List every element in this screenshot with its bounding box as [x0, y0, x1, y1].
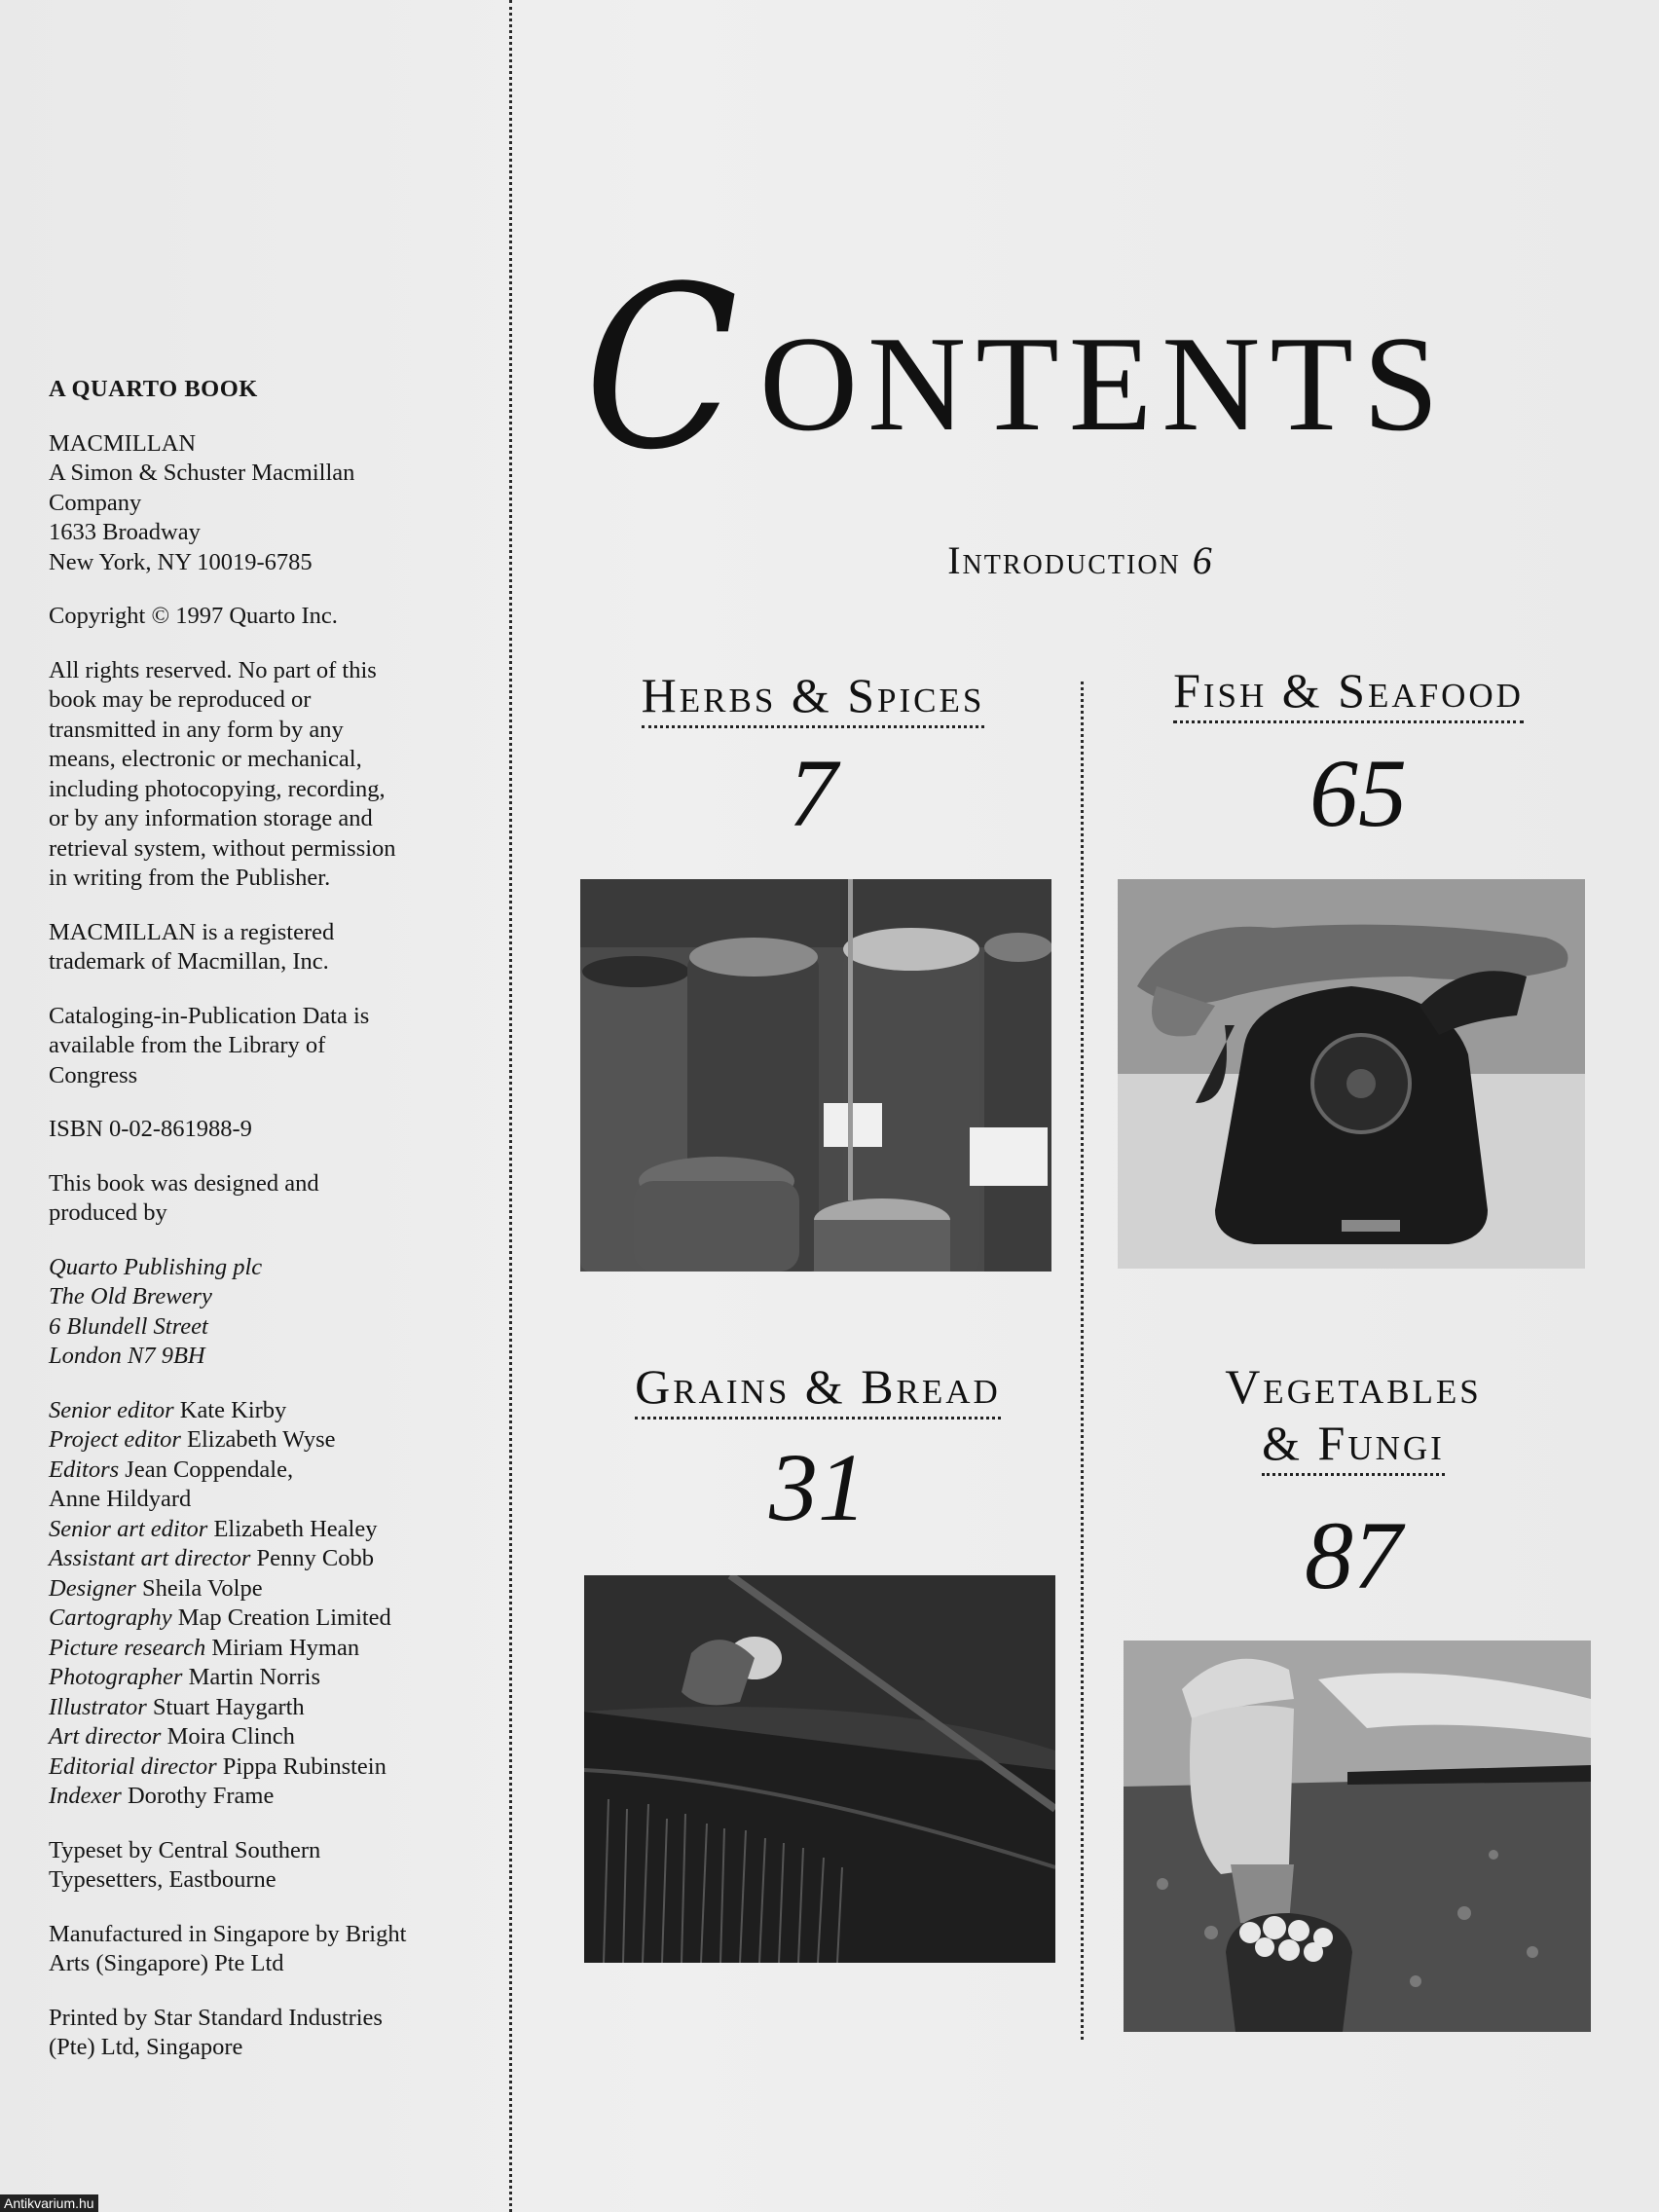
staff-entry: [49, 1604, 477, 1634]
publisher-line: MACMILLAN: [49, 429, 197, 457]
staff-name: Anne Hildyard: [49, 1486, 192, 1512]
typeset-line: Typeset by Central Southern: [49, 1836, 321, 1863]
address-line: The Old Brewery: [49, 1283, 212, 1309]
trademark-block: [49, 918, 477, 977]
contents-divider: [1081, 682, 1084, 2040]
staff-entry: [49, 1663, 477, 1693]
spice-sacks-photo: [580, 879, 1051, 1272]
section-vegetables-fungi-title[interactable]: [1110, 1358, 1597, 1476]
publisher-line: A Simon & Schuster Macmillan: [49, 460, 355, 486]
copyright-line: Copyright © 1997 Quarto Inc.: [49, 603, 338, 629]
section-fish-seafood-page: 65: [1309, 739, 1407, 847]
staff-name: Elizabeth Healey: [213, 1515, 378, 1542]
rights-line: or by any information storage and: [49, 805, 373, 831]
publisher-block: [49, 429, 477, 578]
rights-line: in writing from the Publisher.: [49, 865, 331, 891]
staff-name: Stuart Haygarth: [152, 1693, 305, 1720]
section-herbs-spices-title[interactable]: [574, 667, 1051, 728]
staff-list: [49, 1396, 477, 1812]
section-grains-bread-title[interactable]: [574, 1358, 1061, 1419]
cataloging-line: available from the Library of: [49, 1032, 326, 1058]
introduction-label: Introduction: [947, 538, 1181, 582]
staff-role: Assistant art director: [49, 1545, 251, 1571]
typeset-block: [49, 1836, 477, 1896]
printed-line: Printed by Star Standard Industries: [49, 2004, 383, 2031]
rights-line: means, electronic or mechanical,: [49, 746, 362, 772]
isbn-line: ISBN 0-02-861988-9: [49, 1116, 252, 1142]
section-title-line2: & Fungi: [1262, 1415, 1445, 1476]
typeset-line: Typesetters, Eastbourne: [49, 1866, 276, 1893]
section-fish-seafood-title[interactable]: [1110, 662, 1587, 723]
staff-entry: [49, 1693, 477, 1723]
manufactured-line: Arts (Singapore) Pte Ltd: [49, 1950, 284, 1976]
staff-role: Photographer: [49, 1664, 183, 1690]
publisher-line: Company: [49, 489, 142, 516]
staff-name: Sheila Volpe: [141, 1574, 263, 1602]
cataloging-line: Congress: [49, 1061, 138, 1088]
staff-entry: [49, 1396, 477, 1426]
title-rest: ONTENTS: [759, 309, 1449, 460]
rights-line: including photocopying, recording,: [49, 775, 386, 802]
section-title-text: Herbs & Spices: [642, 667, 985, 728]
staff-name: Map Creation Limited: [177, 1604, 391, 1631]
designed-by-line: This book was designed and: [49, 1169, 319, 1197]
quarto-book-heading: A QUARTO BOOK: [49, 376, 258, 402]
rice-field-photo: [584, 1575, 1055, 1963]
staff-name: Dorothy Frame: [127, 1783, 275, 1809]
address-line: 6 Blundell Street: [49, 1312, 208, 1340]
staff-name: Kate Kirby: [179, 1396, 287, 1423]
staff-role: Illustrator: [49, 1693, 147, 1720]
staff-name: Moira Clinch: [166, 1723, 295, 1750]
staff-entry: [49, 1722, 477, 1752]
staff-entry: [49, 1456, 477, 1486]
cataloging-line: Cataloging-in-Publication Data is: [49, 1002, 370, 1029]
rights-block: [49, 656, 477, 894]
section-title-text: Grains & Bread: [635, 1358, 1001, 1419]
staff-role: Indexer: [49, 1783, 122, 1809]
designed-by-block: [49, 1169, 477, 1229]
rights-line: retrieval system, without permission: [49, 834, 396, 862]
printed-block: [49, 2004, 477, 2063]
staff-entry: [49, 1425, 477, 1456]
designed-by-line: produced by: [49, 1199, 167, 1226]
rights-line: transmitted in any form by any: [49, 716, 344, 743]
introduction-entry[interactable]: [740, 537, 1421, 583]
staff-entry: [49, 1544, 477, 1574]
address-line: London N7 9BH: [49, 1343, 205, 1369]
staff-entry: [49, 1634, 477, 1664]
staff-role: Cartography: [49, 1604, 172, 1631]
staff-name: Martin Norris: [188, 1664, 321, 1690]
trademark-line: MACMILLAN is a registered: [49, 918, 335, 945]
staff-name: Penny Cobb: [256, 1545, 374, 1571]
staff-name: Jean Coppendale,: [125, 1456, 294, 1483]
page-divider: [509, 0, 512, 2212]
rights-line: book may be reproduced or: [49, 686, 312, 713]
manufactured-line: Manufactured in Singapore by Bright: [49, 1920, 407, 1947]
section-grains-bread-page: 31: [769, 1433, 866, 1541]
contents-title: [584, 240, 1587, 499]
staff-role: Designer: [49, 1574, 136, 1602]
address-block: [49, 1253, 477, 1372]
staff-role: Picture research: [49, 1634, 206, 1661]
publisher-line: 1633 Broadway: [49, 519, 201, 545]
onion-harvest-photo: [1124, 1641, 1591, 2032]
trademark-line: trademark of Macmillan, Inc.: [49, 948, 329, 975]
rights-line: All rights reserved. No part of this: [49, 656, 377, 683]
staff-role: Editorial director: [49, 1752, 217, 1780]
staff-name: Pippa Rubinstein: [222, 1752, 387, 1780]
staff-role: Senior editor: [49, 1396, 174, 1423]
staff-entry: [49, 1782, 477, 1812]
manufactured-block: [49, 1920, 477, 1979]
printed-line: (Pte) Ltd, Singapore: [49, 2034, 243, 2060]
title-initial: C: [584, 240, 739, 499]
publisher-line: New York, NY 10019-6785: [49, 548, 313, 575]
staff-role: Art director: [49, 1723, 162, 1750]
address-line: Quarto Publishing plc: [49, 1253, 263, 1280]
staff-entry: [49, 1574, 477, 1604]
introduction-page: 6: [1192, 538, 1214, 582]
staff-name: Elizabeth Wyse: [186, 1426, 336, 1453]
staff-role: Project editor: [49, 1426, 181, 1453]
cataloging-block: [49, 1002, 477, 1091]
staff-role: Editors: [49, 1456, 120, 1483]
staff-role: Senior art editor: [49, 1515, 208, 1542]
credits-column: [49, 375, 477, 2087]
staff-entry: [49, 1752, 477, 1783]
section-vegetables-fungi-page: 87: [1305, 1501, 1402, 1609]
lobster-telephone-photo: [1118, 879, 1585, 1269]
section-title-line1: Vegetables: [1225, 1359, 1482, 1414]
staff-entry: [49, 1485, 477, 1515]
section-herbs-spices-page: 7: [789, 739, 837, 847]
staff-name: Miriam Hyman: [211, 1634, 360, 1661]
staff-entry: [49, 1515, 477, 1545]
section-title-text: Fish & Seafood: [1173, 662, 1524, 723]
watermark: Antikvarium.hu: [0, 2194, 98, 2212]
